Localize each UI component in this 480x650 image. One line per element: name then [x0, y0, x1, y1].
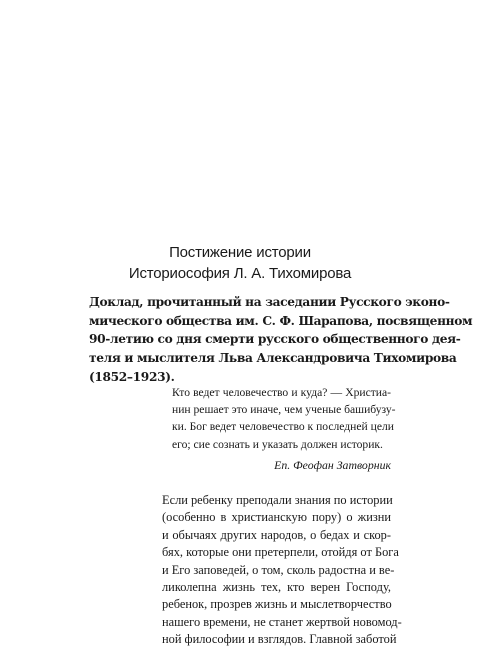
- lead-paragraph: [89, 293, 473, 387]
- epigraph-line: ки. Бог ведет человечество к последней цели: [172, 420, 394, 434]
- body-line: ной философии и взглядов. Главной заботой: [162, 632, 397, 647]
- lead-line: 90-летию со дня смерти русского общественного дея-: [89, 332, 461, 347]
- body-line: нашего времени, не станет жертвой новомод-: [162, 614, 402, 629]
- title-line-1: Постижение истории: [169, 244, 311, 261]
- body-line: бях, которые они претерпели, отойдя от Бога: [162, 545, 399, 560]
- body-line: ликолепна жизнь тех, кто верен Господу,: [162, 580, 391, 595]
- body-line: и обычаях других народов, о бедах и скор-: [162, 527, 391, 542]
- body-paragraph: [162, 492, 402, 649]
- body-line: и Его заповедей, о том, сколь радостна и ве-: [162, 562, 395, 577]
- epigraph-author: Еп. Феофан Затворник: [274, 458, 391, 472]
- chapter-title: [40, 242, 440, 284]
- epigraph-line: Кто ведет человечество и куда? — Христиа-: [172, 386, 391, 399]
- epigraph: [172, 384, 396, 453]
- lead-line: теля и мыслителя Льва Александровича Тихомирова: [89, 351, 457, 366]
- title-line-2: Историософия Л. А. Тихомирова: [128, 265, 352, 282]
- lead-line: (1852–1923).: [89, 369, 175, 384]
- epigraph-line: нин решает это иначе, чем ученые башибузу-: [172, 403, 396, 417]
- lead-line: Доклад, прочитанный на заседании Русского эконо-: [89, 295, 450, 309]
- lead-line: мического общества им. С. Ф. Шарапова, посвященном: [89, 313, 473, 328]
- epigraph-line: его; сие сознать и указать должен историк.: [172, 437, 383, 451]
- body-line: Если ребенку преподали знания по истории: [162, 493, 393, 507]
- body-line: (особенно в христианскую пору) о жизни: [162, 510, 391, 525]
- body-line: ребенок, прозрев жизнь и мыслетворчество: [162, 597, 392, 612]
